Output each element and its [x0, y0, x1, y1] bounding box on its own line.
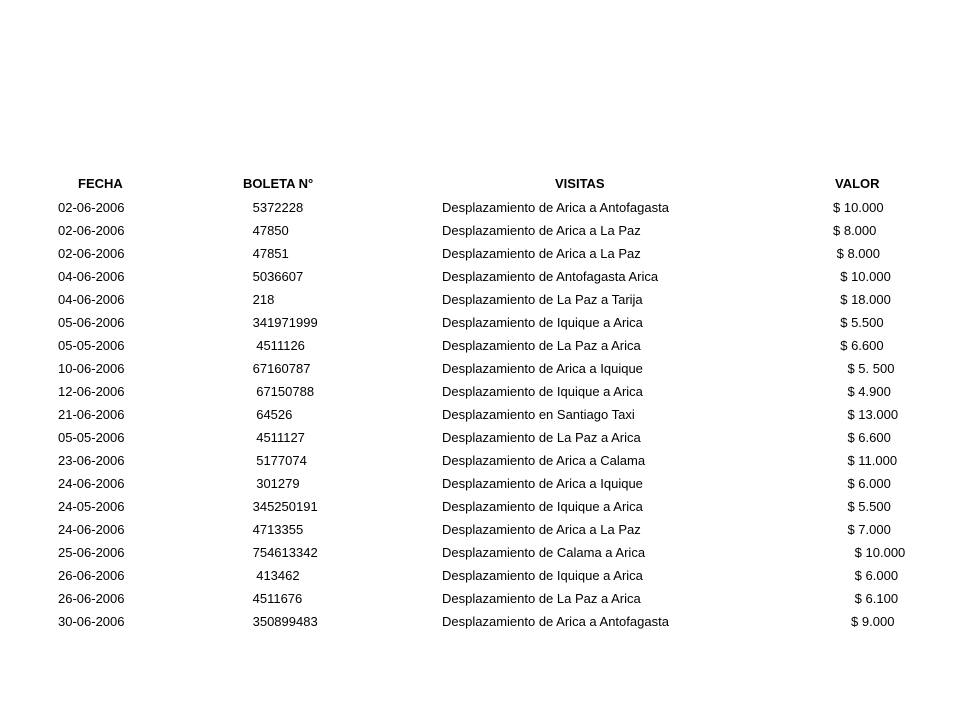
cell-valor: $ 9.000	[833, 614, 895, 629]
cell-boleta: 301279	[249, 476, 300, 491]
cell-visitas: Desplazamiento de La Paz a Arica	[442, 338, 641, 353]
cell-visitas: Desplazamiento de Arica a La Paz	[442, 522, 641, 537]
cell-fecha: 02-06-2006	[58, 200, 125, 215]
cell-fecha: 26-06-2006	[58, 568, 125, 583]
cell-valor: $ 5. 500	[833, 361, 895, 376]
table-row	[0, 541, 960, 564]
cell-valor: $ 11.000	[833, 453, 898, 468]
cell-fecha: 25-06-2006	[58, 545, 125, 560]
table-row	[0, 564, 960, 587]
cell-fecha: 10-06-2006	[58, 361, 125, 376]
cell-boleta: 4511676	[249, 591, 303, 606]
cell-valor: $ 6.000	[833, 568, 899, 583]
cell-visitas: Desplazamiento de Iquique a Arica	[442, 568, 643, 583]
cell-visitas: Desplazamiento de La Paz a Arica	[442, 591, 641, 606]
cell-fecha: 30-06-2006	[58, 614, 125, 629]
cell-valor: $ 6.100	[833, 591, 899, 606]
cell-visitas: Desplazamiento de Arica a Antofagasta	[442, 200, 669, 215]
cell-valor: $ 8.000	[833, 246, 880, 261]
table-row	[0, 449, 960, 472]
cell-valor: $ 8.000	[833, 223, 877, 238]
table-row	[0, 472, 960, 495]
cell-fecha: 26-06-2006	[58, 591, 125, 606]
cell-visitas: Desplazamiento de Iquique a Arica	[442, 315, 643, 330]
cell-fecha: 02-06-2006	[58, 246, 125, 261]
cell-fecha: 05-05-2006	[58, 338, 125, 353]
cell-boleta: 4511127	[249, 430, 305, 445]
cell-boleta: 350899483	[249, 614, 318, 629]
table-row	[0, 403, 960, 426]
table-row	[0, 265, 960, 288]
cell-boleta: 4713355	[249, 522, 304, 537]
cell-boleta: 4511126	[249, 338, 305, 353]
cell-valor: $ 10.000	[833, 269, 891, 284]
cell-fecha: 23-06-2006	[58, 453, 125, 468]
cell-boleta: 413462	[249, 568, 300, 583]
cell-valor: $ 6.600	[833, 430, 891, 445]
cell-visitas: Desplazamiento de Arica a Iquique	[442, 361, 643, 376]
cell-fecha: 05-06-2006	[58, 315, 125, 330]
table-row	[0, 610, 960, 633]
cell-fecha: 21-06-2006	[58, 407, 125, 422]
cell-valor: $ 10.000	[833, 545, 906, 560]
cell-boleta: 67150788	[249, 384, 315, 399]
cell-fecha: 04-06-2006	[58, 292, 125, 307]
table-row	[0, 242, 960, 265]
cell-visitas: Desplazamiento en Santiago Taxi	[442, 407, 635, 422]
table-row	[0, 357, 960, 380]
header-valor: VALOR	[835, 176, 880, 191]
cell-fecha: 24-05-2006	[58, 499, 125, 514]
header-visitas: VISITAS	[555, 176, 605, 191]
cell-visitas: Desplazamiento de Iquique a Arica	[442, 384, 643, 399]
cell-boleta: 47850	[249, 223, 289, 238]
cell-visitas: Desplazamiento de Arica a Calama	[442, 453, 646, 468]
cell-valor: $ 5.500	[833, 315, 884, 330]
cell-fecha: 24-06-2006	[58, 476, 125, 491]
cell-visitas: Desplazamiento de Arica a La Paz	[442, 246, 641, 261]
cell-valor: $ 5.500	[833, 499, 891, 514]
cell-boleta: 754613342	[249, 545, 318, 560]
table-row	[0, 288, 960, 311]
cell-fecha: 12-06-2006	[58, 384, 125, 399]
cell-visitas: Desplazamiento de Iquique a Arica	[442, 499, 643, 514]
cell-boleta: 67160787	[249, 361, 311, 376]
cell-visitas: Desplazamiento de Arica a Iquique	[442, 476, 643, 491]
table-row	[0, 196, 960, 219]
table-row	[0, 495, 960, 518]
cell-boleta: 5036607	[249, 269, 304, 284]
cell-visitas: Desplazamiento de Antofagasta Arica	[442, 269, 659, 284]
cell-valor: $ 6.600	[833, 338, 884, 353]
cell-boleta: 345250191	[249, 499, 318, 514]
table-row	[0, 426, 960, 449]
cell-valor: $ 13.000	[833, 407, 899, 422]
cell-boleta: 5177074	[249, 453, 307, 468]
cell-fecha: 05-05-2006	[58, 430, 125, 445]
header-fecha: FECHA	[78, 176, 123, 191]
cell-visitas: Desplazamiento de La Paz a Arica	[442, 430, 641, 445]
cell-fecha: 24-06-2006	[58, 522, 125, 537]
cell-boleta: 341971999	[249, 315, 318, 330]
cell-valor: $ 10.000	[833, 200, 884, 215]
table-header	[0, 174, 960, 194]
table-row	[0, 311, 960, 334]
header-boleta: BOLETA N°	[243, 176, 314, 191]
table-body	[0, 196, 960, 633]
table-row	[0, 518, 960, 541]
cell-boleta: 64526	[249, 407, 293, 422]
cell-fecha: 02-06-2006	[58, 223, 125, 238]
cell-valor: $ 7.000	[833, 522, 891, 537]
cell-visitas: Desplazamiento de Arica a Antofagasta	[442, 614, 669, 629]
cell-valor: $ 18.000	[833, 292, 891, 307]
cell-fecha: 04-06-2006	[58, 269, 125, 284]
cell-boleta: 5372228	[249, 200, 304, 215]
cell-boleta: 218	[249, 292, 275, 307]
cell-valor: $ 4.900	[833, 384, 891, 399]
cell-visitas: Desplazamiento de Calama a Arica	[442, 545, 646, 560]
cell-visitas: Desplazamiento de Arica a La Paz	[442, 223, 641, 238]
cell-visitas: Desplazamiento de La Paz a Tarija	[442, 292, 643, 307]
table-row	[0, 334, 960, 357]
table-row	[0, 380, 960, 403]
cell-boleta: 47851	[249, 246, 289, 261]
cell-valor: $ 6.000	[833, 476, 891, 491]
table-row	[0, 219, 960, 242]
table-row	[0, 587, 960, 610]
